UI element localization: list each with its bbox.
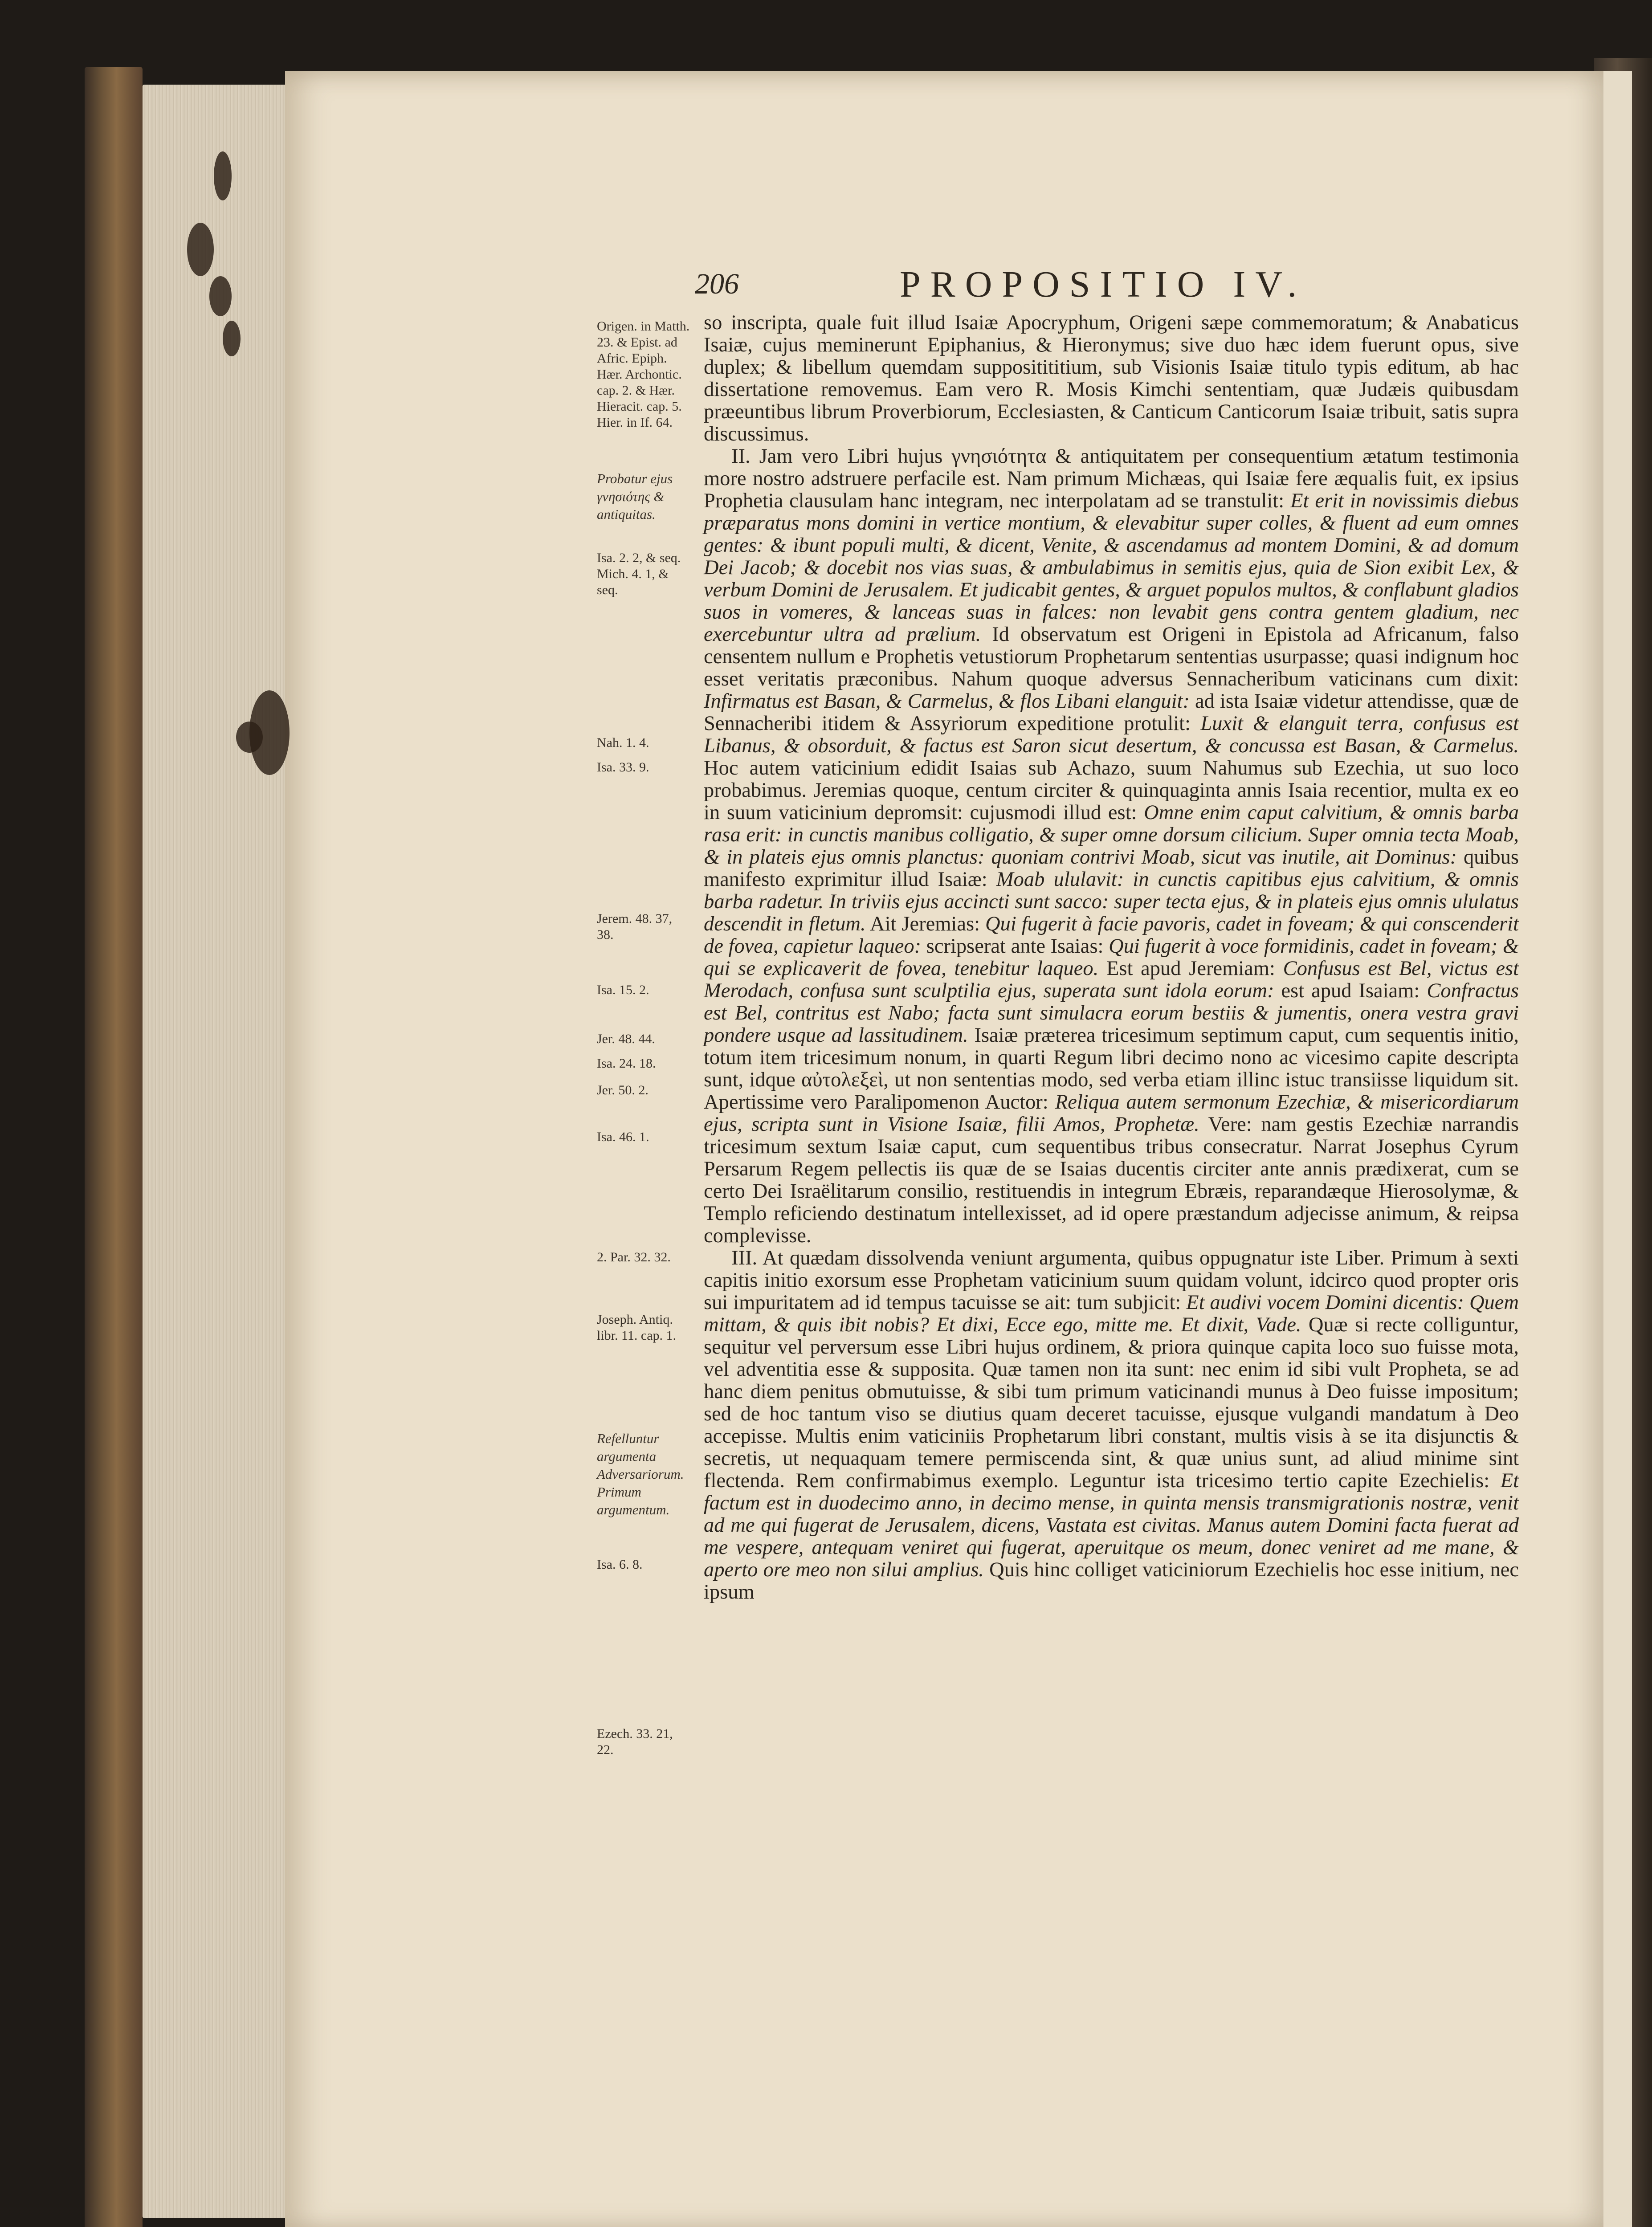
text-span: Quis hinc colliget vaticiniorum Ezechielis hoc esse initium, nec ipsum	[704, 1558, 1519, 1603]
margin-note: Nah. 1. 4.	[597, 735, 649, 750]
margin-note: 2. Par. 32. 32.	[597, 1250, 671, 1264]
ink-stain	[214, 151, 232, 200]
text-span: quibus manifesto exprimitur illud Isaiæ:	[704, 846, 1519, 891]
quotation: Confusus est Bel, victus est Merodach, confusa sunt sculptilia ejus, superata sunt idola eorum:	[704, 957, 1519, 1002]
quotation: Confractus est Bel, contritus est Nabo; facta sunt simulacra eorum bestiis & jumentis, onera vestra gravi pondere usque ad lassitudinem.	[704, 979, 1519, 1047]
margin-note: Isa. 24. 18.	[597, 1056, 656, 1071]
quotation: Infirmatus est Basan, & Carmelus, & flos Libani elanguit:	[704, 690, 1190, 713]
running-title: PROPOSITIO IV.	[900, 264, 1307, 305]
text-span: Ait Jeremias:	[870, 913, 980, 935]
ink-stain	[187, 223, 214, 276]
text-span: III. At quædam dissolvenda veniunt argumenta, quibus oppugnatur iste Liber. Primum à sexti capitis initio exorsum esse Prophetam vaticinium suum quidam volunt, idcirco quod propter oris sui impuritatem ad id tempus tacuisse se ait: tum subjicit:	[704, 1247, 1519, 1314]
book-spine-edge	[85, 67, 143, 2227]
quotation: Qui fugerit à facie pavoris, cadet in foveam; & qui conscenderit de fovea, capietur laqueo:	[704, 913, 1519, 958]
ink-stain	[236, 722, 263, 753]
text-span: est apud Isaiam:	[1281, 979, 1420, 1002]
ink-stain	[209, 276, 232, 316]
text-span: Id observatum est Origeni in Epistola ad Africanum, falso censentem nullum e Prophetis vetustiorum Prophetarum sententias usurpasse; quasi indignum hoc esset veritatis præconibus. Nahum quoque adversus Sennacheribum vaticinans cum dixit:	[704, 623, 1519, 690]
margin-note: Isa. 15. 2.	[597, 983, 649, 997]
margin-note: Isa. 2. 2, & seq. Mich. 4. 1, & seq.	[597, 551, 681, 597]
ink-stain	[223, 321, 241, 356]
page-fore-edges	[143, 85, 290, 2218]
text-span: scripserat ante Isaias:	[926, 935, 1104, 958]
margin-note: Origen. in Matth. 23. & Epist. ad Afric. Epiph. Hær. Archontic. cap. 2. & Hær. Hieracit. cap. 5. Hier. in If. 64.	[597, 319, 690, 430]
facing-page-edge	[1599, 71, 1632, 2227]
text-span: Est apud Jeremiam:	[1106, 957, 1275, 980]
text-span: Vere: nam gestis Ezechiæ narrandis tricesimum sextum Isaiæ caput, cum sequentibus tribus consecratur. Narrat Josephus Cyrum Persarum Regem pellectis iis quæ de se Isaias ducentis circiter ante annis prædixerat, cum se certo Dei Israëlitarum consilio, restituendis in integrum Ebræis, reparandæque Hierosolymæ, & Templo reficiendo destinatum intellexisset, ad id opere præstandum adjecisse animum, & reipsa complevisse.	[704, 1113, 1519, 1247]
quotation: Et erit in novissimis diebus præparatus mons domini in vertice montium, & elevabitur super colles, & fluent ad eum omnes gentes: & ibunt populi multi, & dicent, Venite, & ascendamus ad montem Domini, & ad domum Dei Jacob; & docebit nos vias suas, & ambulabimus in semitis ejus, quia de Sion exibit Lex, & verbum Domini de Jerusalem. Et judicabit gentes, & arguet populos multos, & conflabunt gladios suos in vomeres, & lanceas suas in falces: non levabit gens contra gentem gladium, nec exercebuntur ultra ad prælium.	[704, 489, 1519, 646]
margin-note: Ezech. 33. 21, 22.	[597, 1726, 673, 1757]
body-text	[704, 312, 1519, 1880]
text-span: II. Jam vero Libri hujus γνησιότητα & antiquitatem per consequentium ætatum testimonia more nostro adstruere perfacile est. Nam primum Michæas, qui Isaiæ fere æqualis fuit, ex ipsius Prophetia clausulam hanc integram, nec interpolatam ad se transtulit:	[704, 445, 1519, 512]
margin-notes	[597, 318, 690, 1877]
paragraph-1: so inscripta, quale fuit illud Isaiæ Apocryphum, Origeni sæpe commemoratum; & Anabaticus Isaiæ, cujus meminerunt Epiphanius, & Hieronymus; sive duo hæc idem fuerunt opus, sive duplex; & libellum quemdam suppositititium, sub Visionis Isaiæ titulo typis editum, ab hac dissertatione removemus. Eam vero R. Mosis Kimchi sententiam, quæ Judæis quibusdam præeuntibus librum Proverbiorum, Ecclesiasten, & Canticum Canticorum Isaiæ tribuit, satis supra discussimus.	[704, 311, 1519, 445]
quotation: Qui fugerit à voce formidinis, cadet in foveam; & qui se explicaverit de fovea, tenebitur laqueo.	[704, 935, 1519, 980]
margin-note: Jer. 48. 44.	[597, 1032, 655, 1046]
quotation: Omne enim caput calvitium, & omnis barba rasa erit: in cunctis manibus colligatio, & super omne dorsum cilicium. Super omnia tecta Moab, & in plateis ejus omnis planctus: quoniam contrivi Moab, sicut vas inutile, ait Dominus:	[704, 801, 1519, 869]
margin-note: Jerem. 48. 37, 38.	[597, 911, 673, 942]
page-number: 206	[695, 268, 739, 300]
paragraph-2	[704, 445, 1519, 1247]
margin-note: Jer. 50. 2.	[597, 1083, 649, 1097]
quotation: Reliqua autem sermonum Ezechiæ, & misericordiarum ejus, scripta sunt in Visione Isaiæ, filii Amos, Prophetæ.	[704, 1091, 1519, 1136]
margin-note: Refelluntur argumenta Adversariorum. Primum argumentum.	[597, 1431, 684, 1517]
margin-note: Joseph. Antiq. libr. 11. cap. 1.	[597, 1312, 677, 1343]
quotation: Moab ululavit: in cunctis capitibus ejus calvitium, & omnis barba radetur. In triviis ejus accincti sunt sacco: super tecta ejus, & in plateis ejus omnis ululatus descendit in fletum.	[704, 868, 1519, 935]
text-span: Hoc autem vaticinium edidit Isaias sub Achazo, suum Nahumus sub Ezechia, ut suo loco probabimus. Jeremias quoque, centum circiter & quinquaginta annis Isaia recentior, multa ex eo in suum vaticinium depromsit: cujusmodi illud est:	[704, 757, 1519, 824]
text-span: Quæ si recte colliguntur, sequitur vel perversum esse Libri hujus ordinem, & priora quinque capita loco suo fuisse mota, vel adventitia esse & supposita. Quæ tamen non ita sunt: nec enim id sibi vult Propheta, se ad hanc diem penitus obmutuisse, & sibi tum primum vaticinandi munus à Deo fuisse impositum; sed de hoc tantum viso se diutius quam deceret tacuisse, ejusque vulgandi mandatum à Deo accepisse. Multis enim vaticiniis Prophetarum libri constant, multis visis à se ita disjunctis & secretis, ut nequaquam temere permiscenda sint, & quæ unius sunt, ad aliud minime sint flectenda. Rem confirmabimus exemplo. Leguntur ista tricesimo tertio capite Ezechielis:	[704, 1313, 1519, 1492]
quotation: Luxit & elanguit terra, confusus est Libanus, & obsorduit, & factus est Saron sicut desertum, & concussa est Basan, & Carmelus.	[704, 712, 1519, 757]
quotation: Et audivi vocem Domini dicentis: Quem mittam, & quis ibit nobis? Et dixi, Ecce ego, mitte me. Et dixit, Vade.	[704, 1291, 1519, 1336]
margin-note: Probatur ejus γνησιότης & antiquitas.	[597, 471, 673, 522]
page-header	[695, 263, 1407, 312]
text-span: Isaiæ præterea tricesimum septimum caput, cum sequentis initio, totum item tricesimum nonum, in quarti Regum libri decimo nono ac vicesimo capite descripta sunt, idque αὐτολεξεὶ, ut non sententias modo, sed verba etiam illinc istuc transiisse liquidum sit. Apertissime vero Paralipomenon Auctor:	[704, 1024, 1519, 1114]
quotation: Et factum est in duodecimo anno, in decimo mense, in quinta mensis transmigrationis nostræ, venit ad me qui fugerat de Jerusalem, dicens, Vastata est civitas. Manus autem Domini facta fuerat ad me vespere, antequam veniret qui fugerat, aperuitque os meum, donec veniret ad me mane, & aperto ore meo non silui amplius.	[704, 1469, 1519, 1581]
text-span: ad ista Isaiæ videtur attendisse, quæ de Sennacheribi itidem & Assyriorum expeditione protulit:	[704, 690, 1519, 735]
margin-note: Isa. 6. 8.	[597, 1557, 643, 1572]
margin-note: Isa. 33. 9.	[597, 760, 649, 775]
paragraph-3	[704, 1247, 1519, 1603]
margin-note: Isa. 46. 1.	[597, 1130, 649, 1144]
